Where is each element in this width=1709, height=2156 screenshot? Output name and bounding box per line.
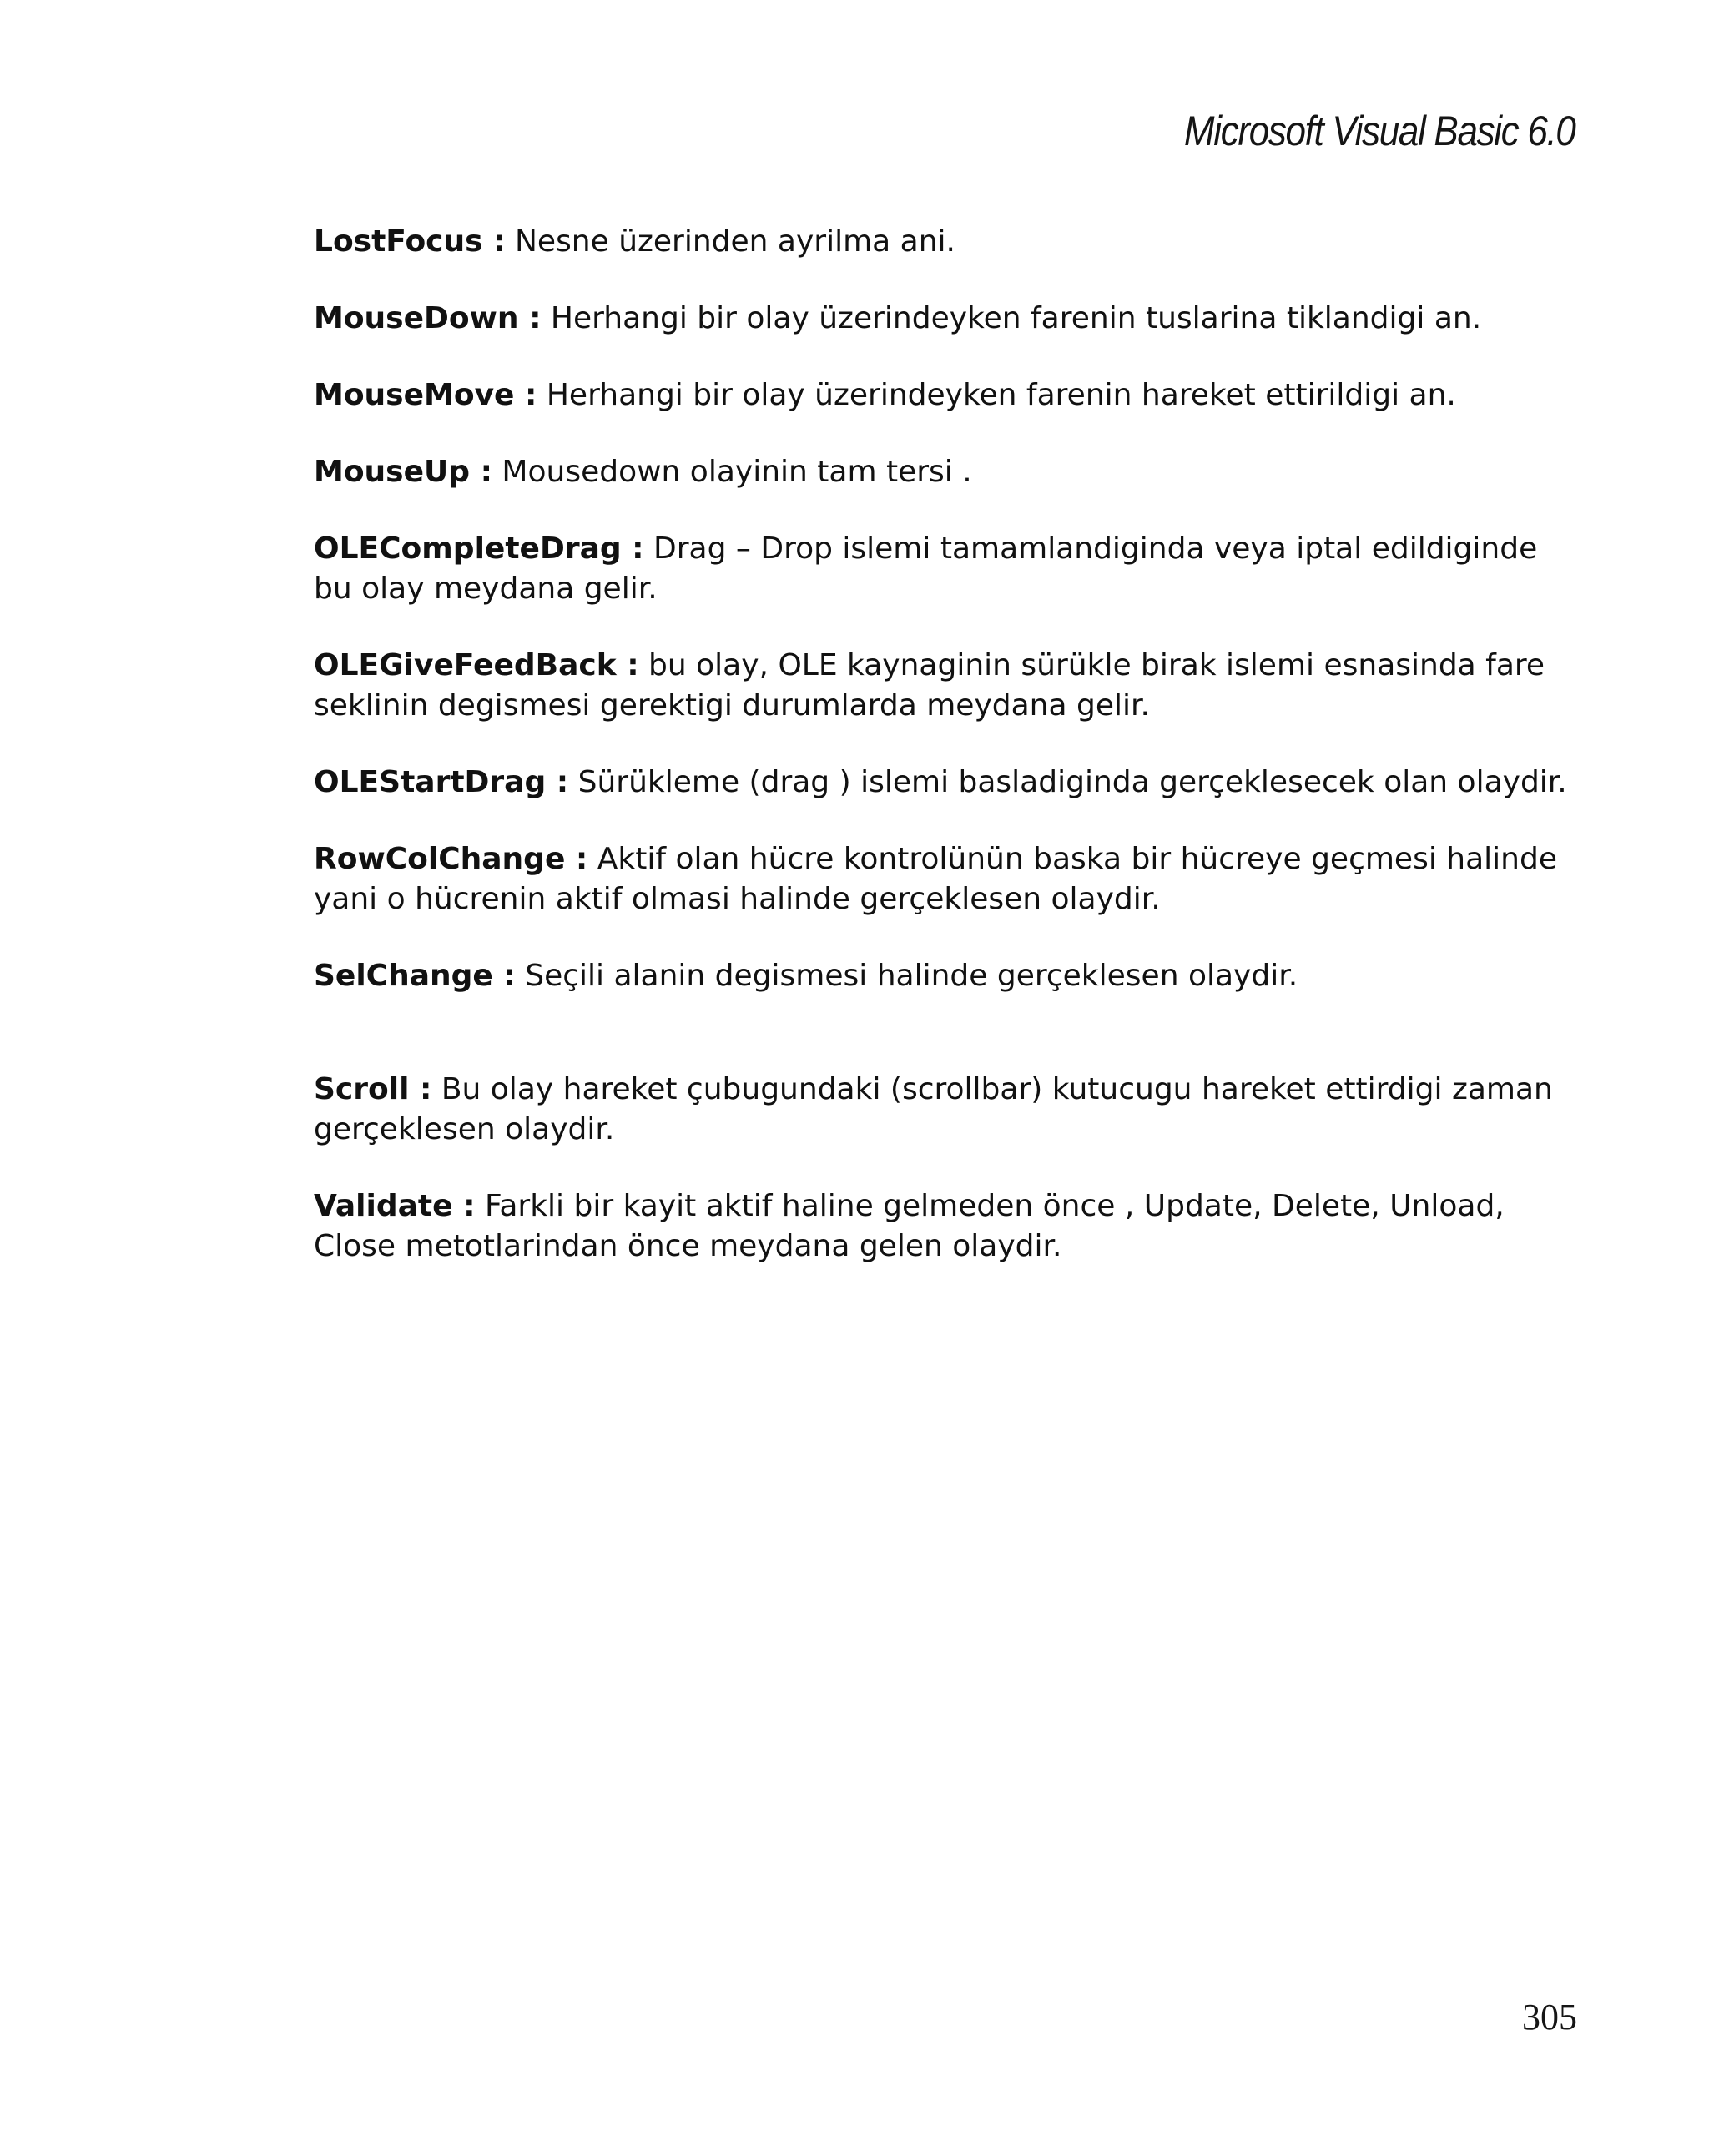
entry-term: OLEGiveFeedBack :: [314, 648, 639, 683]
entry-olegivefeedback: [314, 646, 1574, 726]
entry-description: bu olay, OLE kaynaginin sürükle birak islemi esnasinda fare seklinin degismesi gerektigi durumlarda meydana gelir.: [314, 648, 1545, 723]
entry-description: Drag – Drop islemi tamamlandiginda veya iptal edildiginde bu olay meydana gelir.: [314, 531, 1538, 606]
entry-mousedown: [314, 299, 1574, 339]
entry-description: Herhangi bir olay üzerindeyken farenin tuslarina tiklandigi an.: [550, 301, 1482, 335]
entry-term: MouseUp :: [314, 455, 492, 489]
page-number: 305: [1522, 1997, 1577, 2038]
entry-olecompletedrag: [314, 529, 1574, 609]
entry-scroll: [314, 1070, 1574, 1150]
entry-validate: [314, 1186, 1574, 1267]
entry-description: Nesne üzerinden ayrilma ani.: [514, 224, 955, 259]
event-definitions: [314, 222, 1574, 1267]
entry-description: Sürükleme (drag ) islemi basladiginda gerçeklesecek olan olaydir.: [577, 765, 1567, 799]
entry-term: SelChange :: [314, 959, 516, 993]
entry-term: MouseDown :: [314, 301, 542, 335]
entry-mousemove: [314, 375, 1574, 416]
entry-term: OLECompleteDrag :: [314, 531, 644, 566]
entry-description: Mousedown olayinin tam tersi .: [502, 455, 972, 489]
entry-lostfocus: [314, 222, 1574, 262]
running-header-title: Microsoft Visual Basic 6.0: [1184, 108, 1575, 154]
entry-olestartdrag: [314, 763, 1574, 803]
entry-term: MouseMove :: [314, 378, 537, 412]
entry-rowcolchange: [314, 839, 1574, 919]
entry-term: Validate :: [314, 1189, 476, 1223]
entry-term: LostFocus :: [314, 224, 506, 259]
entry-description: Herhangi bir olay üzerindeyken farenin hareket ettirildigi an.: [546, 378, 1456, 412]
entry-description: Seçili alanin degismesi halinde gerçeklesen olaydir.: [525, 959, 1298, 993]
entry-term: OLEStartDrag :: [314, 765, 569, 799]
entry-description: Farkli bir kayit aktif haline gelmeden önce , Update, Delete, Unload, Close metotlarindan önce meydana gelen olaydir.: [314, 1189, 1505, 1263]
entry-selchange: [314, 956, 1574, 996]
entry-mouseup: [314, 452, 1574, 492]
entry-description: Aktif olan hücre kontrolünün baska bir hücreye geçmesi halinde yani o hücrenin aktif olmasi halinde gerçeklesen olaydir.: [314, 842, 1557, 916]
entry-description: Bu olay hareket çubugundaki (scrollbar) kutucugu hareket ettirdigi zaman gerçeklesen olaydir.: [314, 1072, 1553, 1146]
entry-term: Scroll :: [314, 1072, 432, 1106]
entry-term: RowColChange :: [314, 842, 588, 876]
